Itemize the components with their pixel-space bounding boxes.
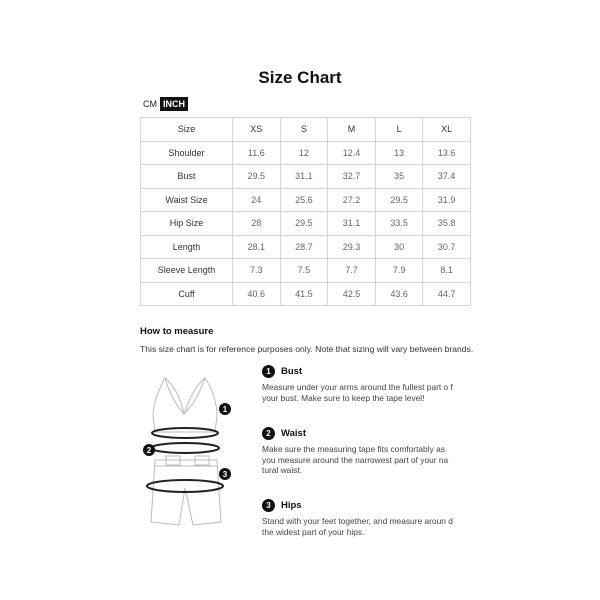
table-cell: 44.7 [423, 282, 471, 306]
measure-item-hips [262, 499, 462, 537]
row-label: Hip Size [141, 212, 233, 236]
crop-top-outline [153, 378, 217, 432]
table-cell: 35 [375, 165, 423, 189]
row-label: Waist Size [141, 188, 233, 212]
table-cell: 12.4 [328, 141, 376, 165]
measure-item-bust [262, 365, 462, 403]
marker-3-label: 3 [222, 470, 228, 479]
measurement-figure [135, 370, 245, 530]
table-cell: 13.6 [423, 141, 471, 165]
figure-marker-2 [143, 444, 155, 456]
table-cell: 43.6 [375, 282, 423, 306]
row-label: Cuff [141, 282, 233, 306]
table-cell: 11.6 [233, 141, 281, 165]
number-badge: 1 [262, 365, 275, 378]
table-cell: 12 [280, 141, 328, 165]
unit-inch-button[interactable]: INCH [160, 97, 188, 111]
sizing-note: This size chart is for reference purposes only. Note that sizing will vary between brands. [140, 344, 474, 354]
marker-2-label: 2 [146, 446, 152, 455]
measure-title: Waist [281, 428, 306, 439]
table-cell: 28 [233, 212, 281, 236]
table-cell: 42.5 [328, 282, 376, 306]
table-cell: 33.5 [375, 212, 423, 236]
row-label: Length [141, 235, 233, 259]
table-cell: 41.5 [280, 282, 328, 306]
table-row [141, 188, 471, 212]
table-cell: 25.6 [280, 188, 328, 212]
table-row [141, 141, 471, 165]
table-cell: 31.1 [280, 165, 328, 189]
table-cell: 32.7 [328, 165, 376, 189]
table-cell: 29.3 [328, 235, 376, 259]
table-cell: 28.7 [280, 235, 328, 259]
bust-measure-line [152, 428, 218, 438]
row-label: Sleeve Length [141, 259, 233, 283]
table-cell: 7.5 [280, 259, 328, 283]
header-cell: Size [141, 118, 233, 142]
unit-toggle[interactable] [140, 97, 188, 111]
crop-top-strap-right [184, 378, 205, 414]
crop-top-strap-left [165, 378, 184, 414]
size-table [140, 117, 471, 306]
measure-title: Bust [281, 366, 303, 377]
table-cell: 7.7 [328, 259, 376, 283]
how-to-measure-heading: How to measure [140, 326, 214, 337]
header-cell: S [280, 118, 328, 142]
row-label: Shoulder [141, 141, 233, 165]
table-cell: 37.4 [423, 165, 471, 189]
table-cell: 13 [375, 141, 423, 165]
table-cell: 35.8 [423, 212, 471, 236]
table-row [141, 259, 471, 283]
header-cell: XL [423, 118, 471, 142]
unit-cm-button[interactable]: CM [143, 99, 157, 109]
page-title: Size Chart [258, 68, 342, 87]
table-cell: 29.5 [233, 165, 281, 189]
number-badge: 3 [262, 499, 275, 512]
figure-marker-1 [219, 403, 231, 415]
measure-description: Make sure the measuring tape fits comfortably as you measure around the narrowest part of your na tural waist. [262, 444, 449, 475]
header-cell: M [328, 118, 376, 142]
table-cell: 40.6 [233, 282, 281, 306]
table-cell: 31.9 [423, 188, 471, 212]
waist-measure-line [151, 443, 219, 453]
header-cell: XS [233, 118, 281, 142]
table-cell: 27.2 [328, 188, 376, 212]
table-row [141, 235, 471, 259]
marker-1-label: 1 [222, 405, 228, 414]
table-cell: 31.1 [328, 212, 376, 236]
measure-title: Hips [281, 500, 302, 511]
row-label: Bust [141, 165, 233, 189]
table-cell: 24 [233, 188, 281, 212]
measure-description: Measure under your arms around the fullest part o f your bust. Make sure to keep the tape level! [262, 382, 453, 403]
measure-description: Stand with your feet together, and measure aroun d the widest part of your hips. [262, 516, 453, 537]
table-row [141, 212, 471, 236]
table-header-row [141, 118, 471, 142]
table-cell: 7.9 [375, 259, 423, 283]
table-cell: 29.5 [280, 212, 328, 236]
table-cell: 7.3 [233, 259, 281, 283]
table-row [141, 165, 471, 189]
table-cell: 30 [375, 235, 423, 259]
table-cell: 29.5 [375, 188, 423, 212]
table-row [141, 282, 471, 306]
number-badge: 2 [262, 427, 275, 440]
header-cell: L [375, 118, 423, 142]
table-cell: 28.1 [233, 235, 281, 259]
measure-item-waist [262, 427, 462, 476]
table-cell: 8.1 [423, 259, 471, 283]
crop-top-body [153, 378, 217, 432]
table-cell: 30.7 [423, 235, 471, 259]
figure-marker-3 [219, 468, 231, 480]
